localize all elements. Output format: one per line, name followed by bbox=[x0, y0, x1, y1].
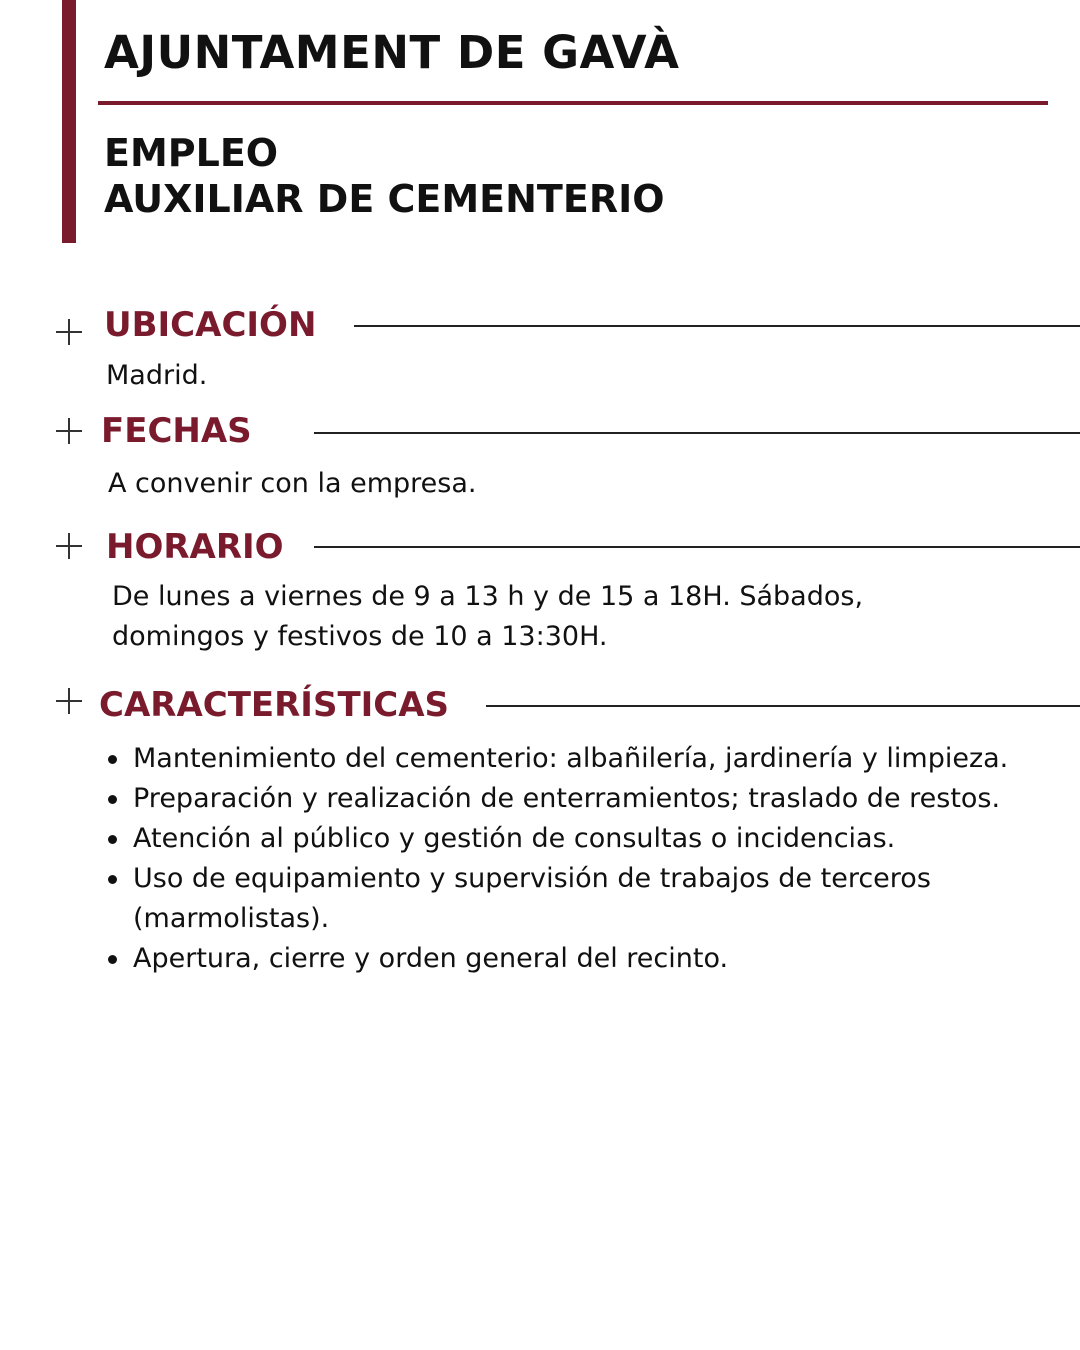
section-heading-location: UBICACIÓN bbox=[104, 305, 317, 345]
organization-title: AJUNTAMENT DE GAVÀ bbox=[104, 26, 680, 79]
list-item: Preparación y realización de enterramientos; traslado de restos. bbox=[104, 779, 1044, 819]
features-list bbox=[104, 739, 1044, 979]
plus-icon bbox=[56, 688, 82, 714]
job-title-block bbox=[104, 130, 665, 222]
list-item: Uso de equipamiento y supervisión de trabajos de terceros (marmolistas). bbox=[104, 859, 1044, 939]
schedule-line-1: De lunes a viernes de 9 a 13 h y de 15 a 18H. Sábados, bbox=[112, 581, 864, 612]
section-heading-schedule: HORARIO bbox=[106, 527, 284, 567]
section-divider-dates bbox=[314, 432, 1080, 434]
list-item: Apertura, cierre y orden general del recinto. bbox=[104, 939, 1044, 979]
section-divider-features bbox=[486, 705, 1080, 707]
section-heading-dates: FECHAS bbox=[101, 411, 252, 451]
plus-icon bbox=[56, 319, 82, 345]
title-divider bbox=[98, 101, 1048, 105]
location-text: Madrid. bbox=[106, 360, 208, 391]
list-item: Atención al público y gestión de consultas o incidencias. bbox=[104, 819, 1044, 859]
dates-text: A convenir con la empresa. bbox=[108, 468, 477, 499]
section-divider-schedule bbox=[314, 546, 1080, 548]
section-divider-location bbox=[354, 325, 1080, 327]
list-item: Mantenimiento del cementerio: albañilería, jardinería y limpieza. bbox=[104, 739, 1044, 779]
plus-icon bbox=[56, 418, 82, 444]
accent-bar bbox=[62, 0, 76, 243]
job-category: EMPLEO bbox=[104, 131, 279, 175]
job-position: AUXILIAR DE CEMENTERIO bbox=[104, 177, 665, 221]
plus-icon bbox=[56, 533, 82, 559]
section-heading-features: CARACTERÍSTICAS bbox=[99, 685, 450, 725]
schedule-line-2: domingos y festivos de 10 a 13:30H. bbox=[112, 621, 608, 652]
